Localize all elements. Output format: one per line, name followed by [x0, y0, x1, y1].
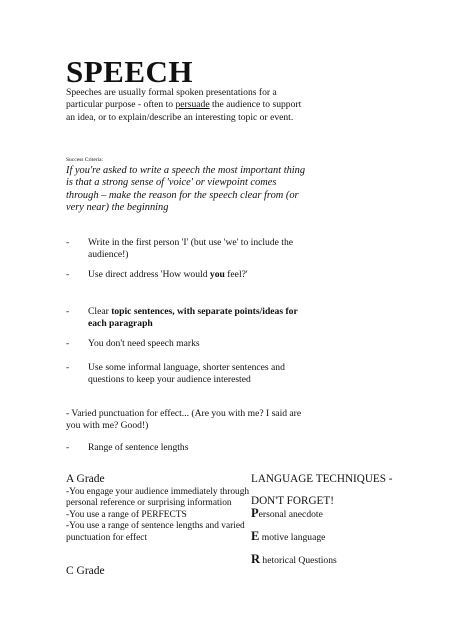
bullet-text: You don't need speech marks: [88, 338, 200, 349]
a-grade-heading: A Grade: [66, 473, 105, 485]
intro-text-start: Speeches are usually formal spoken presentations for a particular purpose - often to: [66, 87, 277, 111]
list-item: [66, 269, 316, 281]
technique-item: [251, 507, 323, 521]
technique-text: hetorical Questions: [260, 555, 337, 566]
bullet-text: Write in the first person 'I' (but use 'we' to include the audience!): [88, 237, 294, 261]
list-item: -You use a range of PERFECTS: [66, 509, 187, 520]
a-grade-list: [66, 487, 256, 544]
bullet-text: Range of sentence lengths: [88, 442, 189, 453]
bullet-dash: -: [66, 306, 70, 317]
bullet-text-wrap: [66, 306, 316, 331]
list-item: -You use a range of sentence lengths and varied punctuation for effect: [66, 521, 245, 543]
technique-text: motive language: [259, 532, 326, 543]
success-criteria-label: Success Criteria:: [66, 157, 104, 163]
c-grade-heading: C Grade: [66, 565, 105, 577]
bullet-bold-text: topic sentences, with separate points/ideas for each paragraph: [88, 306, 298, 330]
bullet-text-wrap: [66, 269, 316, 281]
list-item: [66, 237, 316, 262]
bullet-text: Use direct address 'How would: [88, 269, 210, 280]
list-item: -You engage your audience immediately through personal reference or surprising information: [66, 487, 250, 509]
page-title: SPEECH: [66, 54, 194, 89]
bullet-dash: -: [66, 237, 70, 248]
technique-text: ersonal anecdote: [258, 509, 323, 520]
list-item: [66, 306, 316, 331]
technique-initial: E: [251, 529, 260, 543]
language-techniques-heading: LANGUAGE TECHNIQUES -: [251, 473, 393, 485]
dont-forget-heading: DON'T FORGET!: [251, 495, 334, 507]
list-item: [66, 442, 316, 454]
list-item: [66, 362, 316, 387]
bullet-text: - Varied punctuation for effect... (Are you with me? I said are you with me? Good!): [66, 408, 302, 432]
bullet-dash: -: [66, 362, 70, 373]
list-item: [66, 408, 311, 433]
technique-item: [251, 530, 325, 544]
bullet-text: Clear: [88, 306, 112, 317]
technique-initial: R: [251, 552, 261, 566]
list-item: [66, 338, 316, 350]
bullet-text-after: feel?': [224, 269, 248, 280]
intro-paragraph: [66, 87, 306, 124]
criteria-intro: If you're asked to write a speech the most important thing is that a strong sense of 'voice' or viewpoint comes through – make the reason for the speech clear from (or very near) the beginning: [66, 165, 306, 213]
bullet-bold-text: you: [209, 269, 225, 280]
intro-underlined-word: persuade: [175, 99, 210, 111]
bullet-text: Use some informal language, shorter sentences and questions to keep your audience interested: [88, 362, 285, 386]
technique-initial: P: [251, 506, 259, 520]
technique-item: [251, 553, 337, 567]
bullet-dash: -: [66, 442, 70, 453]
bullet-dash: -: [66, 338, 70, 349]
intro-text-end: the audience to support an idea, or to explain/describe an interesting topic or event.: [66, 99, 302, 123]
bullet-dash: -: [66, 269, 70, 280]
